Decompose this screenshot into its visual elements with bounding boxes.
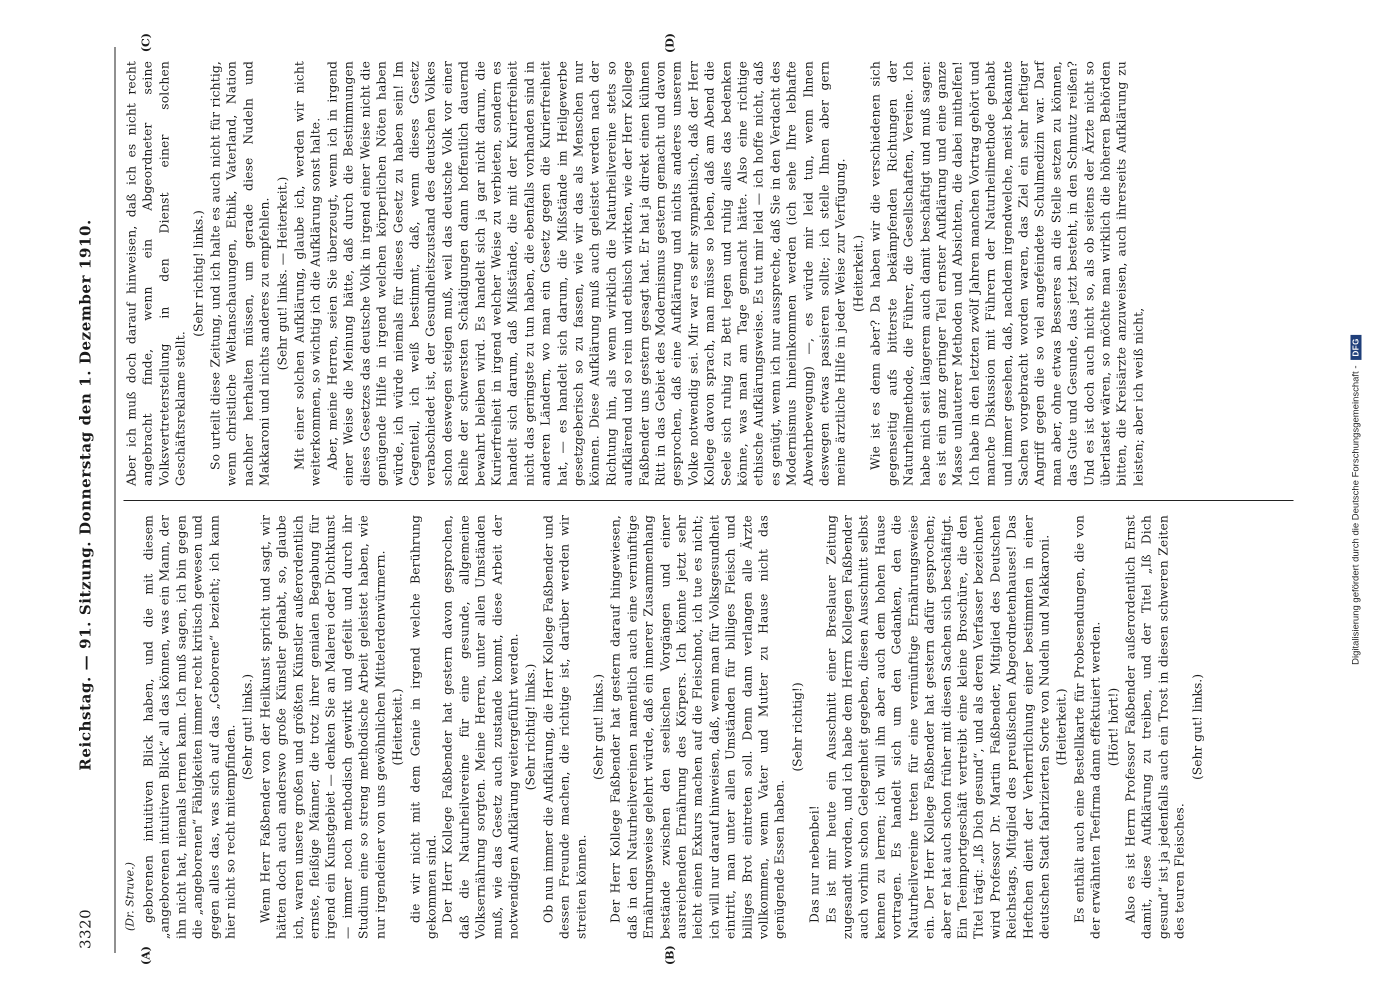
interjection-remark: (Sehr gut! links. — Heiterkeit.)	[275, 176, 290, 371]
text-paragraph: Es ist mir heute ein Ausschnitt einer Breslauer Zeitung zugesandt worden, und ich habe dem Herrn Kollegen Faßbender auch vorhin schon Gelegenheit gegeben, diesen Ausschnitt selbst kennen zu lernen; ich will ihn aber auch dem hohen Hause vortragen. Es handelt sich um den Gedanken, den die Naturheilvereine treten für eine vernünftige Ernährungsweise ein. Der Herr Kollege Faßbender hat gestern dafür gesprochen; aber er hat auch schon früher mit diesen Sachen sich beschäftigt. Ein Teeimportgeschäft vertreibt eine kleine Broschüre, die den Titel trägt: „Iß Dich gesund“, und als deren Verfasser bezeichnet wird Professor Dr. Martin Faßbender, Mitglied des Deutschen Reichstags, Mitglied des preußischen Abgeordnetenhauses! Das Heftchen dient der Verherrlichung einer bestimmten in einer deutschen Stadt fabrizierten Sorte von Nudeln und Makkaroni.	[824, 515, 1052, 939]
margin-mark-c: (C)	[139, 33, 153, 53]
digitization-credit	[1351, 335, 1362, 665]
interjection-remark: (Sehr gut! links.)	[240, 673, 255, 781]
interjection-remark: (Heiterkeit.)	[390, 688, 405, 766]
page-header	[77, 47, 116, 953]
text-paragraph: So urteilt diese Zeitung, und ich halte es auch nicht für richtig, wenn christliche Weltanschauungen, Ethik, Vaterland, Nation nachher herhalten müssen, um gerade diese Nudeln und Makkaroni und nichts anderes zu empfehlen.	[208, 61, 272, 486]
left-text-blocks	[141, 515, 1206, 939]
text-paragraph: Aber, meine Herren, seien Sie überzeugt, wenn ich in irgend einer Weise die Meinung hätte, daß durch die Bestimmungen dieses Gesetzes das deutsche Volk in irgend einer Weise nicht die genügende Hilfe in irgend welchen körperlichen Nöten haben würde, ich würde niemals für dieses Gesetz zu haben sein! Im Gegenteil, ich weiß bestimmt, daß, wenn dieses Gesetz verabschiedet ist, der Gesundheitszustand des deutschen Volkes schon deswegen steigen muß, weil das deutsche Volk vor einer Reihe der schwersten Schädigungen dann hoffentlich dauernd bewahrt bleiben wird. Es handelt sich ja gar nicht darum, die Kurierfreiheit in irgend welcher Weise zu verbieten, sondern es handelt sich darum, daß Mißstände, die mit der Kurierfreiheit nicht das geringste zu tun haben, die ebenfalls vorhanden sind in anderen Ländern, wo man ein Gesetz gegen die Kurierfreiheit hat, — es handelt sich darum, die Mißstände im Heilgewerbe gesetzgeberisch so zu fassen, wie wir das als Menschen nur können. Diese Aufklärung muß auch geleistet werden nach der Richtung hin, als wenn wirklich die Naturheilvereine stets so aufklärend und so rein und ethisch wirkten, wie der Herr Kollege Faßbender uns gestern gesagt hat. Er hat ja direkt einen kühnen Ritt in das Gebiet des Modernismus gestern gemacht und davon gesprochen, daß eine Aufklärung und nichts anderes unserem Volke notwendig sei. Mir war es sehr sympathisch, daß der Herr Kollege davon sprach, man müsse so leben, daß am Abend die Seele sich ruhig zu Bett legen und ruhig alles das bedenken könne, was man am Tage gemacht hätte. Also eine richtige ethische Aufklärungsweise. Es tut mir leid — ich hoffe nicht, daß es genügt, wenn ich nur ausspreche, daß Sie in den Verdacht des Modernismus hineinkommen werden (ich sehe Ihre lebhafte Abwehrbewegung) —, es würde mir leid tun, wenn Ihnen deswegen etwas passieren sollte; ich stelle Ihnen aber gern meine ärztliche Hilfe in jeder Weise zur Verfügung.	[325, 61, 848, 486]
text-paragraph: geborenen intuitiven Blick haben, und die mit diesem „angeborenen intuitiven Blick“ all das können, was ein Mann, der ihn nicht hat, niemals lernen kann. Ich muß sagen, ich bin gegen die „angeborenen“ Fähigkeiten immer recht kritisch gewesen und gegen alles das, was sich auf das „Geborene“ bezieht; ich kann hier nicht so recht mitempfinden.	[141, 515, 238, 939]
text-paragraph: Der Herr Kollege Faßbender hat gestern davon gesprochen, daß die Naturheilvereine für eine gesunde, allgemeine Volksernährung sorgten. Meine Herren, unter allen Umständen muß, wie das Gesetz auch zustande kommt, diese Arbeit der notwendigen Aufklärung weitergeführt werden.	[440, 515, 521, 939]
text-paragraph: Wenn Herr Faßbender von der Heilkunst spricht und sagt, wir hätten doch auch anderswo große Künstler gehabt, so, glaube ich, waren unsere großen und größten Künstler außerordentlich ernste, fleißige Männer, die trotz ihrer genialen Begabung für irgend ein Kunstgebiet — denken Sie an Malerei oder Dichtkunst — immer noch methodisch gewirkt und gefeilt und durch ihr Studium eine so streng methodische Arbeit geleistet haben, wie nur irgendeiner von uns gewöhnlichen Mittelerdenwürmern.	[258, 515, 388, 939]
page-number: 3320	[76, 908, 95, 949]
interjection-remark: (Sehr richtig!)	[790, 682, 805, 772]
interjection-remark: (Sehr richtig! links.)	[191, 210, 206, 337]
running-title: Reichstag. — 91. Sitzung. Donnerstag den 1. Dezember 1910.	[76, 219, 95, 771]
text-paragraph: Wie ist es denn aber? Da haben wir die verschiedenen sich gegenseitig aufs bitterste bekämpfenden Richtungen der Naturheilmethode, die Führer, die Gesellschaften, Vereine. Ich habe mich seit längerem auch damit beschäftigt und muß sagen: es ist ein ganz geringer Teil ernster Aufklärung und eine ganze Masse unlauterer Methoden und Absichten, die dabei mithelfen! Ich habe in den letzten zwölf Jahren manchen Vortrag gehört und manche Diskussion mit Führern der Naturheilmethode gehabt und immer gesehen, daß, nachdem irgendwelche, meist bekannte Sachen vorgebracht worden waren, das Ziel ein sehr heftiger Angriff gegen die so viel angefeindete Schulmedizin war. Darf man aber, ohne etwas Besseres an die Stelle setzen zu können, das Gute und Gesunde, das jetzt besteht, in den Schmutz reißen? Und es ist doch auch nicht so, als ob seitens der Ärzte nicht so überlastet wären, so möchte man wirklich die höheren Behörden bitten, die Kreisärzte anzuweisen, auch ihrerseits Aufklärung zu leisten; aber ich weiß nicht,	[868, 61, 1146, 486]
text-paragraph: Aber ich muß doch darauf hinweisen, daß ich es nicht recht angebracht finde, wenn ein Abgeordneter seine Volksvertreterstellung in den Dienst einer solchen Geschäftsreklame stellt.	[124, 61, 188, 486]
margin-mark-a: (A)	[139, 946, 153, 965]
rotated-document-page	[69, 35, 1314, 965]
digitization-credit-text: Digitalisierung gefördert durch die Deutsche Forschungsgemeinschaft -	[1350, 365, 1362, 665]
left-column	[123, 500, 1294, 965]
right-column	[124, 33, 1294, 500]
text-paragraph: Also es ist Herrn Professor Faßbender außerordentlich Ernst damit, diese Aufklärung zu treiben, und der Titel „Iß Dich gesund“ ist ja jedenfalls auch ein Trost in diesen schweren Zeiten des teuren Fleisches.	[1123, 515, 1187, 939]
margin-mark-d: (D)	[663, 33, 677, 53]
text-paragraph: Das nur nebenbei!	[807, 805, 822, 923]
dfg-logo: DFG	[1351, 335, 1362, 359]
interjection-remark: (Sehr gut! links.)	[1190, 673, 1205, 781]
text-paragraph: die wir nicht mit dem Genie in irgend welche Berührung gekommen sind.	[408, 515, 439, 939]
speaker-label: (Dr. Struve.)	[123, 862, 137, 931]
right-text-blocks	[124, 61, 1147, 486]
text-paragraph: Der Herr Kollege Faßbender hat gestern darauf hingewiesen, daß in den Naturheilvereinen namentlich auch eine vernünftige Ernährungsweise gelehrt würde, daß ein innerer Zusammenhang bestände zwischen den seelischen Vorgängen und einer ausreichenden Ernährung des Körpers. Ich könnte jetzt sehr leicht einen Exkurs machen auf die Fleischnot, ich tue es nicht; ich will nur darauf hinweisen, daß, wenn man für Volksgesundheit eintritt, man unter allen Umständen für billiges Fleisch und billiges Brot eintreten soll. Denn dann verlangen alle Ärzte vollkommen, wenn Vater und Mutter zu Hause nicht das genügende Essen haben.	[608, 515, 787, 939]
text-paragraph: Es enthält auch eine Bestellkarte für Probesendungen, die von der erwähnten Teefirma dann effektuiert werden.	[1072, 515, 1103, 939]
interjection-remark: (Heiterkeit.)	[851, 234, 866, 313]
interjection-remark: (Heiterkeit.)	[1054, 688, 1069, 766]
margin-mark-b: (B)	[663, 945, 677, 965]
interjection-remark: (Sehr gut! links.)	[591, 673, 606, 781]
interjection-remark: (Hört! hört!)	[1106, 687, 1121, 767]
interjection-remark: (Sehr richtig! links.)	[523, 663, 538, 791]
two-column-body	[123, 33, 1294, 965]
text-paragraph: Mit einer solchen Aufklärung, glaube ich, werden wir nicht weiterkommen, so wichtig ich die Aufklärung sonst halte.	[292, 61, 323, 486]
text-paragraph: Ob nun immer die Aufklärung, die Herr Kollege Faßbender und dessen Freunde machen, die richtige ist, darüber werden wir streiten können.	[541, 515, 589, 939]
